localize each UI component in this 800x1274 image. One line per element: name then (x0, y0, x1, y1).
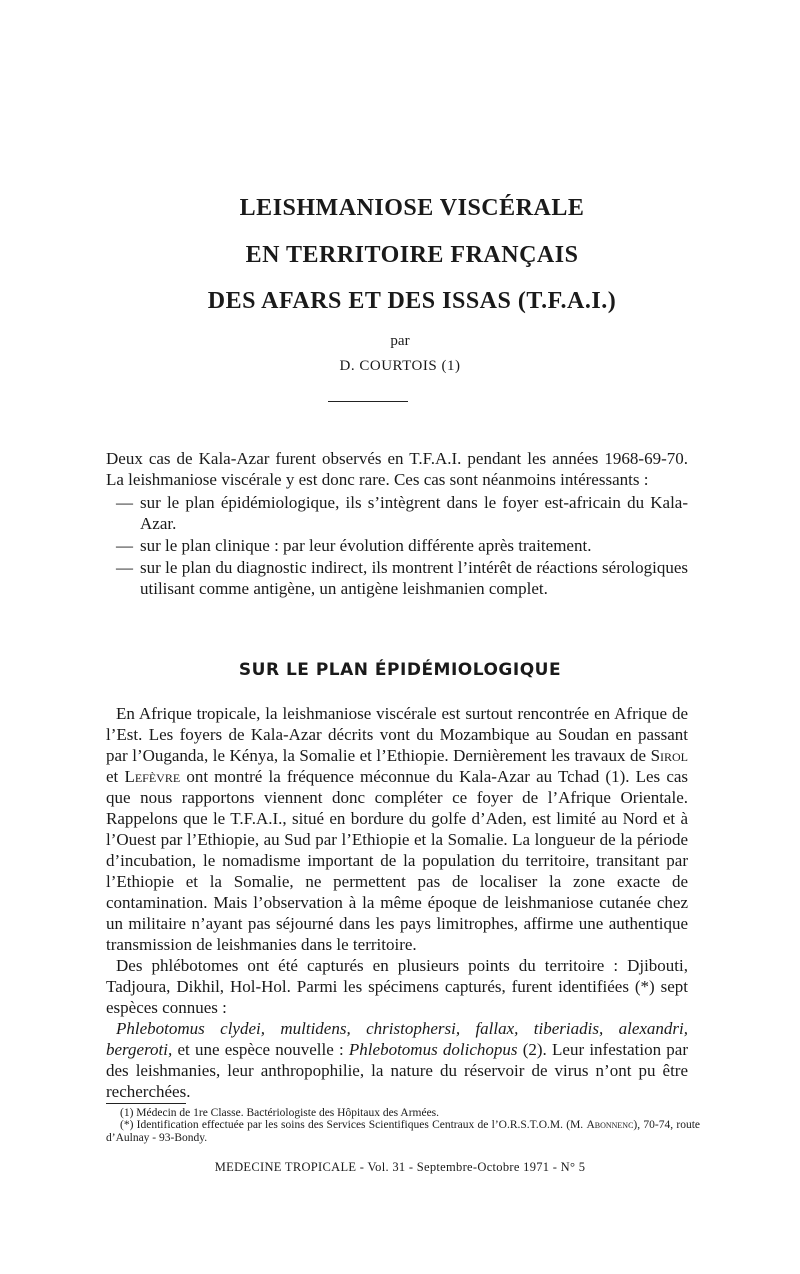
paragraph-3 (106, 1018, 688, 1102)
byline-par: par (390, 333, 410, 349)
p1-text-b: ont montré la fréquence méconnue du Kala-Azar au Tchad (1). Les cas que nous rapportons viennent donc compléter ce foyer de l’Afrique Orientale. Rappelons que le T.F.A.I., situé en bordure du golfe d’Aden, est limité au Nord et à l’Ouest par l’Ethiopie, au Sud par l’Ethiopie et la Somalie. La longueur de la période d’incubation, le nomadisme important de la population du territoire, transitant par l’Ethiopie et la Somalie, ne permettent pas de localiser la zone exacte de contamination. Mais l’observation à la même époque de leishmaniose cutanée chez un militaire n’ayant pas séjourné dans les pays limitrophes, affirme une authentique transmission de leishmanies dans le territoire. (106, 767, 689, 954)
abstract (106, 448, 688, 600)
journal-footer: MEDECINE TROPICALE - Vol. 31 - Septembre-Octobre 1971 - N° 5 (214, 1160, 586, 1174)
bullet-text: sur le plan du diagnostic indirect, ils montrent l’intérêt de réactions sérologiques utilisant comme antigène, un antigène leishmanien complet. (140, 558, 688, 598)
author-name: D. COURTOIS (1) (339, 358, 461, 374)
abstract-intro: Deux cas de Kala-Azar furent observés en T.F.A.I. pendant les années 1968-69-70. La leishmaniose viscérale y est donc rare. Ces cas sont néanmoins intéressants : (106, 449, 688, 489)
bullet-text: sur le plan épidémiologique, ils s’intègrent dans le foyer est-africain du Kala-Azar. (140, 493, 688, 533)
abstract-bullet (106, 535, 688, 556)
bullet-text: sur le plan clinique : par leur évolution différente après traitement. (140, 536, 592, 555)
footnote-2 (106, 1119, 700, 1145)
species-list: Phlebotomus clydei, multidens, christophersi, fallax, tiberiadis, alexandri, bergeroti, (106, 1019, 688, 1059)
abstract-bullet (106, 557, 688, 599)
article-title-line-3: DES AFARS ET DES ISSAS (T.F.A.I.) (207, 288, 617, 314)
p1-text-a: En Afrique tropicale, la leishmaniose viscérale est surtout rencontrée en Afrique de l’Est. Les foyers de Kala-Azar décrits vont du Mozambique au Soudan en passant par l’Ouganda, le Kénya, la Somalie et l’Ethiopie. Dernièrement les travaux de (106, 704, 688, 765)
footnote-2-text-a: (*) Identification effectuée par les soins des Services Scientifiques Centraux de l’O.R.S.T.O.M. (M. (120, 1119, 584, 1131)
dash-bullet: — (116, 558, 133, 577)
p1-conjunction: et (106, 767, 119, 786)
section-heading: SUR LE PLAN ÉPIDÉMIOLOGIQUE (238, 660, 562, 680)
title-divider (328, 401, 408, 402)
new-species-name: Phlebotomus dolichopus (348, 1040, 518, 1059)
body-text (106, 703, 688, 1102)
paragraph-1 (106, 703, 688, 955)
author-ref-sirol: Sirol (650, 746, 689, 765)
p3-text-end: (2). Leur infestation par des leishmanies, leur anthropophilie, la nature du réservoir de virus n’ont pu être recherchées. (106, 1040, 688, 1101)
footnote-2-text-b: ), 70-74, route d’Aulnay - 93-Bondy. (106, 1119, 700, 1144)
paragraph-2: Des phlébotomes ont été capturés en plusieurs points du territoire : Djibouti, Tadjoura, Dikhil, Hol-Hol. Parmi les spécimens capturés, furent identifiées (*) sept espèces connues : (106, 956, 688, 1017)
author-ref-lefevre: Lefèvre (124, 767, 181, 786)
dash-bullet: — (116, 536, 133, 555)
abstract-bullet-list (106, 492, 688, 599)
article-title-line-1: LEISHMANIOSE VISCÉRALE (239, 195, 585, 221)
footnote-divider (106, 1103, 186, 1104)
article-title-line-2: EN TERRITOIRE FRANÇAIS (245, 242, 579, 268)
footnote-1: (1) Médecin de 1re Classe. Bactériologiste des Hôpitaux des Armées. (120, 1107, 440, 1119)
abstract-bullet (106, 492, 688, 534)
p3-text-mid: et une espèce nouvelle : (177, 1040, 344, 1059)
footnote-2-name: Abonnenc (586, 1119, 634, 1131)
dash-bullet: — (116, 493, 133, 512)
